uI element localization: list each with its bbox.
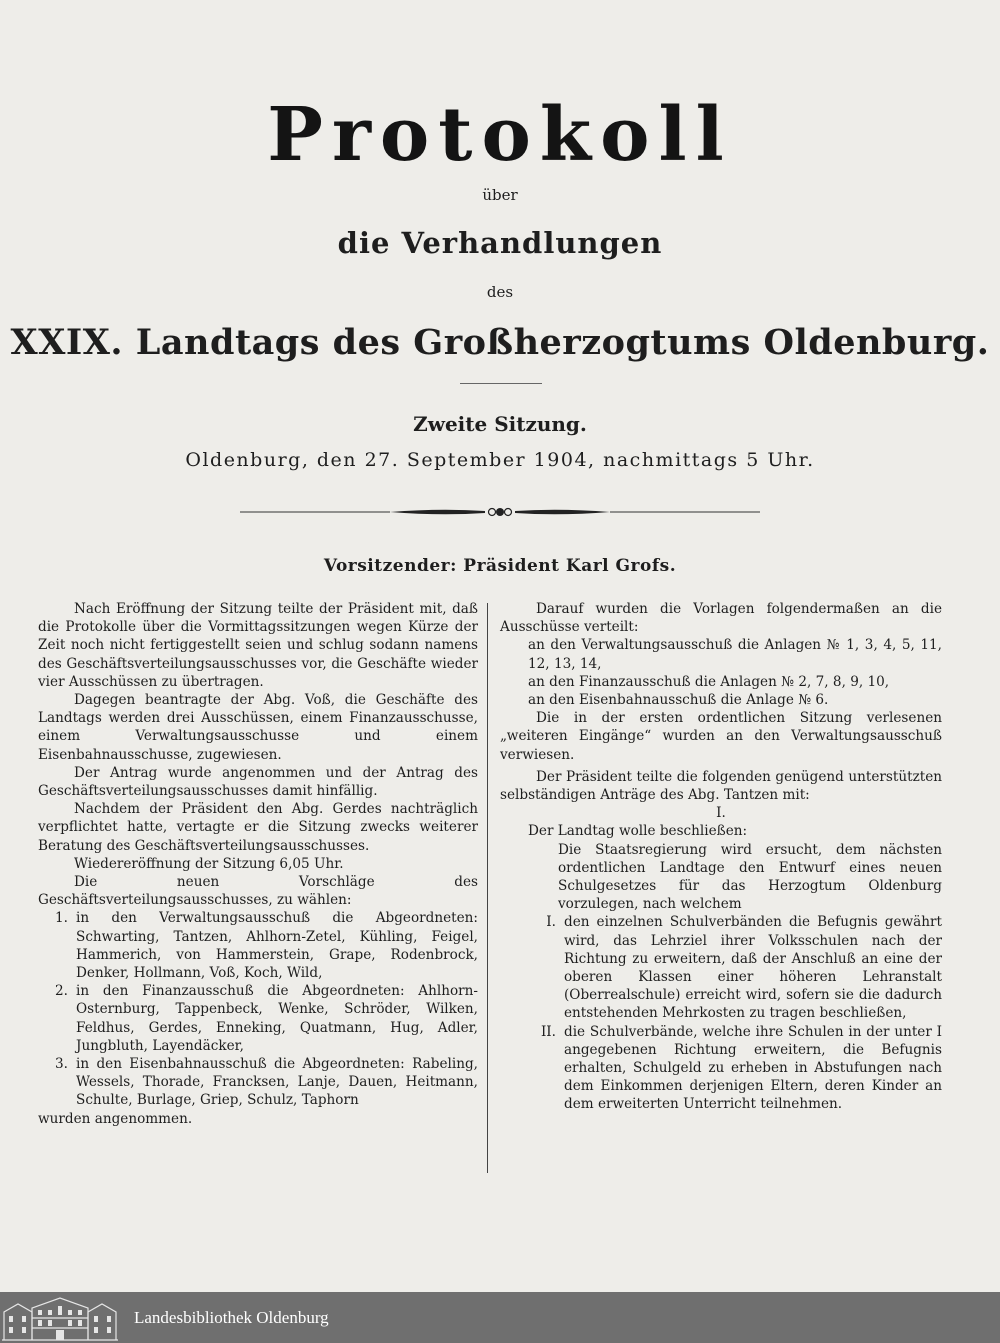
list-item (500, 1023, 942, 1114)
library-building-logo (0, 1292, 120, 1343)
paragraph: Der Landtag wolle beschließen: (528, 823, 748, 840)
list-number: II. (540, 1023, 556, 1040)
list-number: 2. (55, 983, 68, 1000)
list-text: den einzelnen Schulverbänden die Befugnis gewährt wird, das Lehrziel ihrer Volksschulen nach der Richtung zu erweitern, daß der Anschluß an eine der oberen Klassen einer höheren Lehranstalt (Oberrealschule) erreicht wird, sofern sie die dadurch entstehenden Mehrkosten zu tragen beschließen, (564, 914, 942, 1022)
assignment-line: an den Eisenbahnausschuß die Anlage № 6. (528, 692, 829, 709)
list-text: die Schulverbände, welche ihre Schulen in der unter I angegebenen Richtung erweitern, die Befugnis erhalten, Schulgeld zu erheben in Abstufungen nach dem Einkommen derjenigen Eltern, deren Kinder an dem erweiterten Unterricht teilnehmen. (564, 1023, 942, 1113)
paragraph: Der Präsident teilte die folgenden genügend unterstützten selbständigen Anträge des Abg. Tantzen mit: (500, 768, 942, 804)
short-rule (460, 383, 542, 384)
library-name: Landesbibliothek Oldenburg (134, 1307, 329, 1327)
list-item (38, 982, 478, 1055)
paragraph: Die Staatsregierung wird ersucht, dem nächsten ordentlichen Landtage den Entwurf eines neuen Schulgesetzes für das Herzogtum Oldenburg vorzulegen, nach welchem (558, 841, 942, 913)
subtitle-ueber: über (482, 186, 518, 204)
column-divider (487, 603, 488, 1173)
list-number: 3. (55, 1056, 68, 1073)
session-date: Oldenburg, den 27. September 1904, nachmittags 5 Uhr. (185, 449, 815, 471)
list-item (38, 1055, 478, 1110)
list-text: in den Eisenbahnausschuß die Abgeordneten: Rabeling, Wessels, Thorade, Francksen, Lanje, Dauen, Heitmann, Schulte, Burlage, Griep, Schulz, Taphorn (76, 1056, 478, 1109)
paragraph: Dagegen beantragte der Abg. Voß, die Geschäfte des Landtags werden drei Ausschüssen, einem Finanzausschusse, einem Verwaltungsausschusse und einem Eisenbahnausschusse, zugewiesen. (38, 692, 478, 763)
chair-line: Vorsitzender: Präsident Karl Grofs. (323, 556, 677, 576)
paragraph: Die neuen Vorschläge des Geschäftsverteilungsausschusses, zu wählen: (38, 874, 478, 909)
list-item (38, 909, 478, 982)
subtitle-des: des (486, 283, 514, 301)
list-text: in den Verwaltungsausschuß die Abgeordneten: Schwarting, Tantzen, Ahlhorn-Zetel, Kühling, Feigel, Hammerich, von Hammerstein, Grape, Rodenbrock, Denker, Hollmann, Voß, Koch, Wild, (76, 910, 478, 982)
landtag-heading: XXIX. Landtags des Großherzogtums Oldenburg. (10, 322, 990, 363)
paragraph: Darauf wurden die Vorlagen folgendermaßen an die Ausschüsse verteilt: (500, 601, 942, 636)
paragraph: Nachdem der Präsident den Abg. Gerdes nachträglich verpflichtet hatte, vertagte er die Sitzung zwecks weiterer Beratung des Geschäftsverteilungsausschusses. (38, 801, 478, 854)
session-heading: Zweite Sitzung. (413, 412, 587, 436)
paragraph: Der Antrag wurde angenommen und der Antrag des Geschäftsverteilungsausschusses damit hinfällig. (38, 764, 478, 800)
right-column (500, 600, 942, 1114)
left-column (38, 600, 478, 1128)
list-number: 1. (55, 910, 68, 927)
list-text: in den Finanzausschuß die Abgeordneten: Ahlhorn-Osternburg, Tappenbeck, Wenke, Schröder, Wilken, Feldhus, Gerdes, Enneking, Quatmann, Hug, Adler, Jungbluth, Layendäcker, (76, 983, 478, 1054)
footer-bar (0, 1292, 1000, 1343)
document-title: Protokoll (267, 92, 733, 178)
motion-number: I. (716, 805, 726, 822)
list-item (500, 913, 942, 1022)
paragraph: Nach Eröffnung der Sitzung teilte der Präsident mit, daß die Protokolle über die Vormittagssitzungen wegen Kürze der Zeit noch nicht fertiggestellt seien und schlug sodann namens des Geschäftsverteilungsausschusses vor, die Geschäfte wieder vier Ausschüssen zu übertragen. (38, 601, 478, 690)
list-number: I. (546, 914, 556, 931)
assignment-line: an den Finanzausschuß die Anlagen № 2, 7, 8, 9, 10, (528, 673, 890, 690)
paragraph: Die in der ersten ordentlichen Sitzung verlesenen „weiteren Eingänge“ wurden an den Verwaltungsausschuß verwiesen. (500, 710, 942, 763)
paragraph: wurden angenommen. (38, 1110, 193, 1127)
paragraph: Wiedereröffnung der Sitzung 6,05 Uhr. (74, 855, 344, 872)
subtitle-verhandlungen: die Verhandlungen (337, 226, 663, 260)
ornament-divider (240, 502, 760, 522)
assignment-line: an den Verwaltungsausschuß die Anlagen № 1, 3, 4, 5, 11, 12, 13, 14, (528, 637, 942, 672)
